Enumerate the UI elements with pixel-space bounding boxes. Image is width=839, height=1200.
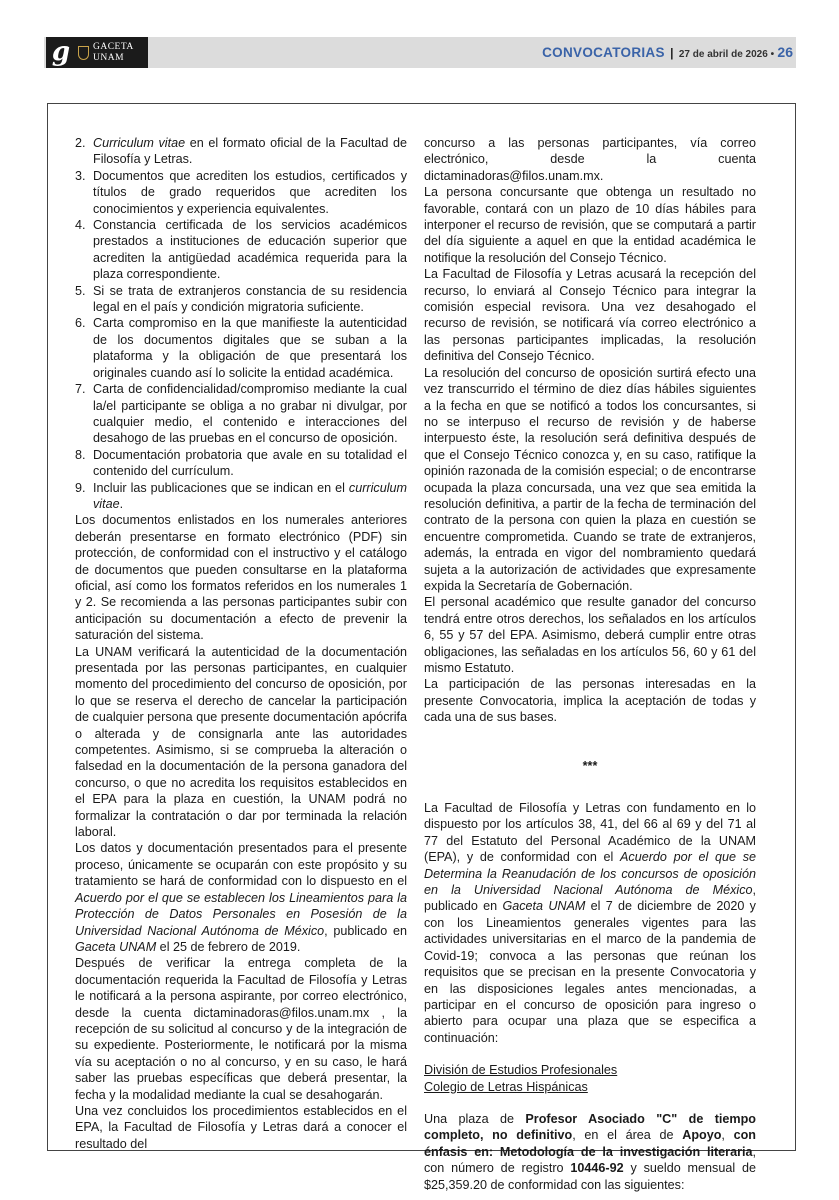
- colegio-heading: Colegio de Letras Hispánicas: [424, 1079, 588, 1094]
- bold-span: con énfasis en: Metodología de la investigación literaria: [424, 1128, 756, 1159]
- header-separator: |: [670, 46, 674, 60]
- issue-date: 27 de abril de 2026 •: [678, 49, 775, 60]
- item-text: [93, 315, 407, 381]
- paragraph-results: [75, 1103, 407, 1152]
- unam-shield-icon: [78, 46, 89, 60]
- left-column: [75, 135, 407, 1152]
- text-span: Carta compromiso en la que manifieste la autenticidad de los documentos digitales que se suban a la plataforma y la obligación de que presentará los originales cuando así lo solicite la entidad académica.: [93, 316, 407, 380]
- bold-span: 10446-92: [570, 1161, 624, 1176]
- paragraph-documents-format: [75, 512, 407, 643]
- list-item: [75, 480, 407, 513]
- text-span: , con número de registro: [424, 1144, 756, 1176]
- text-span: La persona concursante que obtenga un resultado no favorable, contará con un plazo de 10 días hábiles para interponer el recurso de revisión, que se computará a partir del día siguiente a aquel en que la entidad académica le notifique la resolución del Consejo Técnico.: [424, 185, 756, 265]
- bold-span: Apoyo: [682, 1128, 722, 1143]
- item-text: [93, 447, 407, 480]
- item-text: [93, 135, 407, 168]
- text-span: en el formato oficial de la Facultad de Filosofía y Letras.: [93, 136, 407, 167]
- text-span: La UNAM verificará la autenticidad de la documentación presentada por las personas participantes, en cualquier momento del procedimiento del concurso de oposición, por lo que se reserva el derecho de cancelar la participación de cualquier persona que presente documentación apócrifa o alterada y de consignarla ante las autoridades competentes. Asimismo, si se comprueba la alteración o falsedad en la documentación de la persona ganadora del concurso, o que no acredita los requisitos establecidos en el EPA para la plaza en cuestión, la UNAM podrá no formalizar la contratación o dar por terminada la relación laboral.: [75, 644, 407, 840]
- paragraph-data-protection: [75, 840, 407, 955]
- text-span: Incluir las publicaciones que se indican en el: [93, 480, 349, 495]
- text-span: Constancia certificada de los servicios académicos prestados a instituciones de educación superior que acrediten la antigüedad académica requerida para la plaza correspondiente.: [93, 218, 407, 282]
- text-span: Documentos que acrediten los estudios, certificados y títulos de grado requeridos que acrediten los conocimientos y experiencia equivalentes.: [93, 168, 407, 216]
- paragraph-acceptance: [424, 676, 756, 725]
- item-number: 2.: [75, 136, 86, 150]
- item-number: 5.: [75, 283, 86, 298]
- header-info: [542, 44, 793, 60]
- paragraph-review-appeal: [424, 184, 756, 266]
- italic-span: Acuerdo por el que se Determina la Reanudación de los concursos de oposición en la Universidad Nacional Autónoma de México: [424, 850, 756, 898]
- text-span: Carta de confidencialidad/compromiso mediante la cual la/el participante se obliga a no grabar ni divulgar, por cualquier medio, el contenido e interacciones del desahogo de las pruebas en el concurso de oposición.: [93, 382, 407, 446]
- logo-line-1: GACETA: [93, 41, 134, 52]
- text-span: , en el área de: [572, 1128, 683, 1143]
- paragraph-verification: [75, 955, 407, 1103]
- text-span: Los documentos enlistados en los numerales anteriores deberán presentarse en formato electrónico (PDF) sin protección, de conformidad con el instructivo y el catálogo de documentos que pueden consultarse en la plataforma oficial, así como los formatos referidos en los numerales 1 y 2. Se recomienda a las personas participantes subir con anticipación su documentación a efecto de prevenir la saturación del sistema.: [75, 513, 407, 643]
- list-item: [75, 217, 407, 283]
- text-span: , publicado en: [424, 883, 756, 914]
- list-item: [75, 168, 407, 217]
- list-item: [75, 135, 407, 168]
- text-span: .: [119, 496, 124, 511]
- text-span: Los datos y documentación presentados para el presente proceso, únicamente se ocuparán con este propósito y su tratamiento se hará de conformidad con lo dispuesto en el: [75, 841, 407, 889]
- text-span: concurso a las personas participantes, vía correo electrónico, desde la cuenta dictaminadoras@filos.unam.mx.: [424, 136, 756, 183]
- item-text: [93, 283, 407, 316]
- spacer: [424, 1095, 756, 1111]
- text-span: Una plaza de: [424, 1111, 526, 1126]
- item-number: 8.: [75, 447, 86, 462]
- paragraph-review-process: [424, 266, 756, 364]
- gaceta-logo[interactable]: [46, 37, 148, 68]
- section-divider: ***: [582, 758, 598, 773]
- item-text: [93, 381, 407, 447]
- italic-span: Gaceta UNAM: [75, 939, 157, 954]
- text-span: , publicado en: [324, 923, 407, 938]
- text-span: Después de verificar la entrega completa de la documentación requerida la Facultad de Filosofía y Letras le notificará a la persona aspirante, por correo electrónico, desde la cuenta dictaminadoras@filos.unam.mx , la recepción de su solicitud al concurso y de la integración de su expediente. Posteriormente, le notificará por la misma vía su aceptación o no al concurso, y en su caso, le hará saber las pruebas específicas que deberá presentar, la fecha y la modalidad mediante la cual se desahogarán.: [75, 956, 407, 1102]
- item-number: 7.: [75, 382, 86, 397]
- paragraph-resolution: [424, 365, 756, 595]
- text-span: La Facultad de Filosofía y Letras con fundamento en lo dispuesto por los artículos 38, 41, del 66 al 69 y del 71 al 77 del Estatuto del Personal Académico de la UNAM (EPA), y de conformidad con el: [424, 801, 756, 865]
- text-span: el 7 de diciembre de 2020 y con los Lineamientos generales vigentes para las actividades universitarias en el marco de la pandemia de Covid-19; convoca a las personas que reúnan los requisitos que se precisan en la presente Convocatoria y en las disposiciones legales antes mencionadas, a participar en el concurso de oposición para ingreso o abierto para ocupar una plaza que se especifica a continuación:: [424, 899, 756, 1045]
- paragraph-authenticity: [75, 644, 407, 841]
- italic-span: curriculum vitae: [93, 480, 407, 511]
- list-item: [75, 447, 407, 480]
- logo-line-2: UNAM: [93, 52, 125, 63]
- item-number: 9.: [75, 480, 86, 495]
- logo-letter: g: [51, 37, 71, 67]
- text-span: ,: [721, 1128, 734, 1143]
- section-title: CONVOCATORIAS: [542, 45, 665, 60]
- page-number: 26: [777, 44, 793, 60]
- text-span: El personal académico que resulte ganador del concurso tendrá entre otros derechos, los señalados en los artículos 6, 55 y 57 del EPA. Asimismo, deberá cumplir entre otras obligaciones, las señaladas en los artículos 56, 60 y 61 del mismo Estatuto.: [424, 595, 756, 675]
- item-text: [93, 480, 407, 513]
- right-column: [424, 135, 756, 1193]
- paragraph-rights: [424, 594, 756, 676]
- text-span: La resolución del concurso de oposición surtirá efecto una vez transcurrido el término de diez días hábiles siguientes a la fecha en que se notificó a todos los concursantes, si no se interpuso el recurso de revisión y de haberse interpuesto éste, la resolución será definitiva después de que el Consejo Técnico conozca y, en su caso, ratifique la opinión razonada de la comisión especial; o de encontrarse ocupada la plaza concursada, una vez que sea emitida la resolución definitiva, a partir de la fecha de terminación del contrato de la persona con quien la plaza en cuestión se encuentre comprometida. Cuando se trate de extranjeros, además, la entrada en vigor del nombramiento quedará sujeta a la autorización de actividades que expresamente expida la Secretaría de Gobernación.: [424, 365, 756, 593]
- paragraph-plaza: [424, 1111, 756, 1193]
- italic-span: Acuerdo por el que se establecen los Lineamientos para la Protección de Datos Personales en Posesión de la Universidad Nacional Autónoma de México: [75, 890, 407, 938]
- list-item: [75, 283, 407, 316]
- item-number: 4.: [75, 218, 86, 233]
- italic-span: Curriculum vitae: [93, 136, 186, 150]
- paragraph-convocation-intro: [424, 800, 756, 1046]
- paragraph-results-continued: [424, 135, 756, 184]
- logo-wordmark: [93, 42, 134, 64]
- list-item: [75, 381, 407, 447]
- text-span: La Facultad de Filosofía y Letras acusará la recepción del recurso, lo enviará al Consejo Técnico para integrar la comisión especial revisora. Una vez desahogado el recurso de revisión, se notificará vía correo electrónico a las personas participantes implicadas, la resolución definitiva del Consejo Técnico.: [424, 267, 756, 364]
- list-item: [75, 315, 407, 381]
- bold-span: Profesor Asociado "C" de tiempo completo, no definitivo: [424, 1111, 757, 1143]
- requirements-list: [75, 135, 407, 512]
- text-span: el 25 de febrero de 2019.: [156, 939, 301, 954]
- division-heading: División de Estudios Profesionales: [424, 1063, 618, 1078]
- text-span: Si se trata de extranjeros constancia de su residencia legal en el país y condición migratoria suficiente.: [93, 283, 407, 315]
- item-number: 3.: [75, 168, 86, 183]
- text-span: y sueldo mensual de $25,359.20 de conformidad con las siguientes:: [424, 1161, 756, 1192]
- item-text: [93, 168, 407, 217]
- item-number: 6.: [75, 316, 86, 331]
- italic-span: Gaceta UNAM: [502, 899, 586, 914]
- text-span: La participación de las personas interesadas en la presente Convocatoria, implica la aceptación de todas y cada una de sus bases.: [424, 677, 756, 725]
- text-span: Una vez concluidos los procedimientos establecidos en el EPA, la Facultad de Filosofía y Letras dará a conocer el resultado del: [75, 1103, 407, 1151]
- text-span: Documentación probatoria que avale en su totalidad el contenido del currículum.: [93, 447, 407, 479]
- item-text: [93, 217, 407, 283]
- spacer: [424, 1046, 756, 1062]
